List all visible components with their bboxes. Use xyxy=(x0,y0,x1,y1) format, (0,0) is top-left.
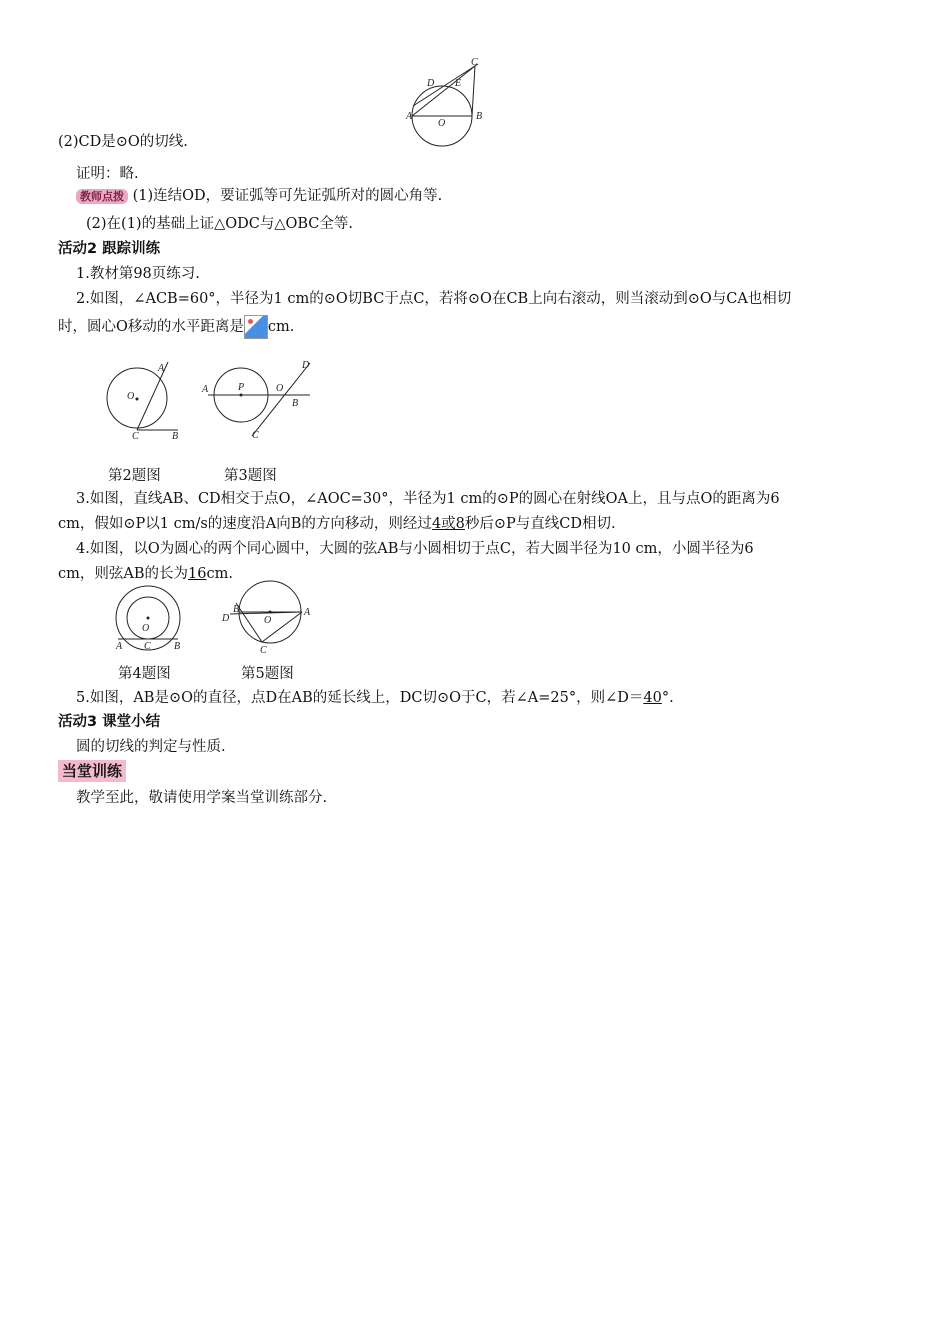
label: C xyxy=(252,430,259,441)
label: A xyxy=(158,363,165,374)
text: (1)连结OD，要证弧等可先证弧所对的圆心角等. xyxy=(132,188,443,204)
label: P xyxy=(238,382,245,393)
text-line: 圆的切线的判定与性质. xyxy=(76,739,226,755)
label: D xyxy=(302,360,310,371)
label: A xyxy=(406,111,413,122)
answer: 4或8 xyxy=(431,516,465,532)
label: O xyxy=(264,615,272,626)
answer: 40 xyxy=(643,690,662,706)
hint-line xyxy=(76,186,442,206)
text-line: 3.如图，直线AB、CD相交于点O，∠AOC=30°，半径为1 cm的⊙P的圆心在射线OA上，且与点O的距离为6 xyxy=(76,491,780,507)
section-banner: 当堂训练 xyxy=(58,760,126,782)
text-line: 教学至此，敬请使用学案当堂训练部分. xyxy=(76,790,328,806)
section-heading: 活动3 课堂小结 xyxy=(58,714,161,730)
label: B xyxy=(292,398,299,409)
label: C xyxy=(260,645,267,656)
text-line: 2.如图，∠ACB=60°，半径为1 cm的⊙O切BC于点C，若将⊙O在CB上向右滚动，则当滚动到⊙O与CA也相切 xyxy=(76,291,792,307)
text-line: (2)在(1)的基础上证△ODC与△OBC全等. xyxy=(86,216,354,232)
label: O xyxy=(276,383,284,394)
label: O xyxy=(438,118,446,129)
text: 时，圆心O移动的水平距离是 xyxy=(58,319,244,335)
label: D xyxy=(427,78,435,89)
figure-top xyxy=(400,58,490,153)
text-line: 4.如图，以O为圆心的两个同心圆中，大圆的弦AB与小圆相切于点C，若大圆半径为10 cm，小圆半径为6 xyxy=(76,541,754,557)
label: B xyxy=(174,641,181,652)
label: C xyxy=(132,431,139,442)
figure-4 xyxy=(112,586,192,656)
label: B xyxy=(233,604,240,615)
figure-caption: 第4题图 xyxy=(118,666,171,682)
label: O xyxy=(127,391,135,402)
label: A xyxy=(202,384,209,395)
label: D xyxy=(222,613,230,624)
text-line: 1.教材第98页练习. xyxy=(76,266,200,282)
figure-3 xyxy=(200,358,320,443)
text-line xyxy=(58,315,294,339)
text-line: (2)CD是⊙O的切线. xyxy=(58,134,188,150)
label: O xyxy=(142,623,150,634)
figure-caption: 第3题图 xyxy=(224,468,277,484)
text-line xyxy=(58,564,233,584)
label: B xyxy=(476,111,483,122)
text-line: 证明：略. xyxy=(76,166,139,182)
text: cm，假如⊙P以1 cm/s的速度沿A向B的方向移动，则经过 xyxy=(58,516,432,532)
label: A xyxy=(116,641,123,652)
text: 5.如图，AB是⊙O的直径，点D在AB的延长线上，DC切⊙O于C，若∠A=25°，则∠D＝ xyxy=(76,690,644,706)
broken-image-icon xyxy=(244,315,268,339)
label: A xyxy=(304,607,311,618)
teacher-tip-badge: 教师点拨 xyxy=(76,189,128,204)
text-line xyxy=(58,514,616,534)
text: cm，则弦AB的长为 xyxy=(58,566,188,582)
text: cm. xyxy=(267,319,295,335)
text-line xyxy=(76,688,674,708)
figure-2 xyxy=(100,362,190,442)
text: °. xyxy=(661,690,674,706)
answer: 16 xyxy=(188,566,207,582)
label: C xyxy=(471,57,478,68)
label: B xyxy=(172,431,179,442)
text: 秒后⊙P与直线CD相切. xyxy=(464,516,616,532)
figure-caption: 第5题图 xyxy=(241,666,294,682)
text: cm. xyxy=(206,566,233,582)
figure-5 xyxy=(218,583,318,658)
figure-caption: 第2题图 xyxy=(108,468,161,484)
label: E xyxy=(455,78,462,89)
section-heading: 活动2 跟踪训练 xyxy=(58,241,161,257)
label: C xyxy=(144,641,151,652)
